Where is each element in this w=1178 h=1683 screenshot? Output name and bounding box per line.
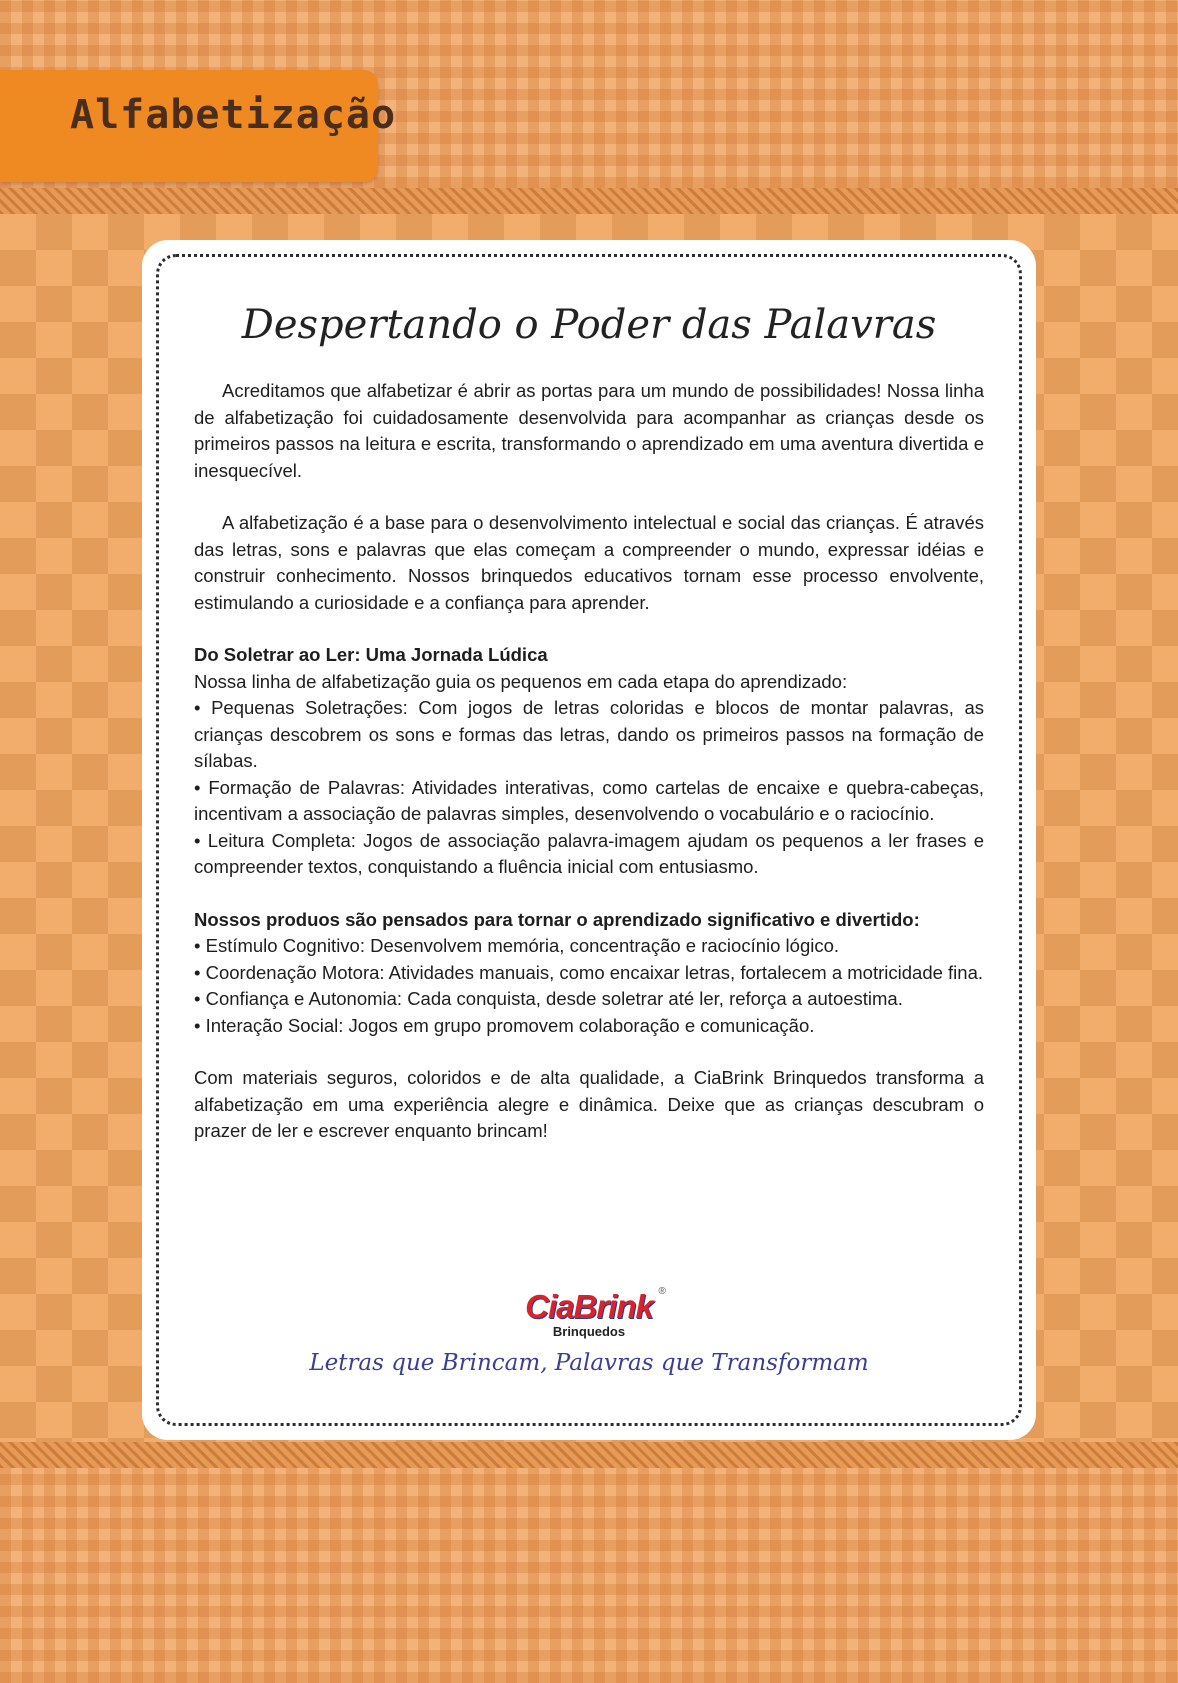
brand-logo — [142, 1288, 1036, 1339]
list-item: • Confiança e Autonomia: Cada conquista, desde soletrar até ler, reforça a autoestima. — [194, 988, 903, 1009]
content-card — [142, 240, 1036, 1440]
closing-paragraph: Com materiais seguros, coloridos e de alta qualidade, a CiaBrink Brinquedos transforma a alfabetização em uma experiência alegre e dinâmica. Deixe que as crianças descubram o prazer de ler e escrever enquanto brincam! — [194, 1067, 984, 1141]
brand-logo-wordmark: CiaBrink ® — [525, 1286, 665, 1325]
list-item: • Pequenas Soletrações: Com jogos de letras coloridas e blocos de montar palavras, as crianças descobrem os sons e formas das letras, dando os primeiros passos na formação de sílabas. — [194, 697, 984, 771]
section-journey-heading: Do Soletrar ao Ler: Uma Jornada Lúdica — [194, 644, 548, 665]
registered-mark: ® — [658, 1286, 665, 1297]
list-item: • Coordenação Motora: Atividades manuais, como encaixar letras, fortalecem a motricidade fina. — [194, 961, 984, 983]
page-title: Despertando o Poder das Palavras — [241, 302, 937, 348]
gingham-bottom-band — [0, 1468, 1178, 1683]
intro-paragraph-2: A alfabetização é a base para o desenvolvimento intelectual e social das crianças. É através das letras, sons e palavras que elas começam a compreender o mundo, expressar idéias e construir conhecimento. Nossos brinquedos educativos tornam esse processo envolvente, estimulando a curiosidade e a confiança para aprender. — [194, 512, 984, 613]
section-benefits — [194, 907, 984, 1040]
slogan: Letras que Brincam, Palavras que Transformam — [309, 1350, 869, 1376]
brand-logo-subtitle: Brinquedos — [552, 1324, 626, 1339]
list-item: • Estímulo Cognitivo: Desenvolvem memória, concentração e raciocínio lógico. — [194, 935, 840, 956]
body-text — [194, 378, 984, 1171]
list-item: • Formação de Palavras: Atividades interativas, como cartelas de encaixe e quebra-cabeças, incentivam a associação de palavras simples, desenvolvendo o vocabulário e o raciocínio. — [194, 776, 984, 824]
section-journey — [194, 642, 984, 881]
list-item: • Leitura Completa: Jogos de associação palavra-imagem ajudam os pequenos a ler frases e compreender textos, conquistando a fluência inicial com entusiasmo. — [194, 829, 984, 877]
stitched-border-bottom — [0, 1442, 1178, 1468]
list-item: • Interação Social: Jogos em grupo promovem colaboração e comunicação. — [194, 1014, 815, 1036]
section-tab-label: Alfabetização — [70, 92, 397, 138]
section-journey-lead: Nossa linha de alfabetização guia os pequenos em cada etapa do aprendizado: — [194, 670, 848, 692]
intro-paragraph-1: Acreditamos que alfabetizar é abrir as portas para um mundo de possibilidades! Nossa linha de alfabetização foi cuidadosamente desenvolvida para acompanhar as crianças desde os primeiros passos na leitura e escrita, transformando o aprendizado em uma aventura divertida e inesquecível. — [194, 380, 984, 481]
section-benefits-heading: Nossos produos são pensados para tornar o aprendizado significativo e divertido: — [194, 908, 920, 930]
stitched-border-top — [0, 188, 1178, 214]
